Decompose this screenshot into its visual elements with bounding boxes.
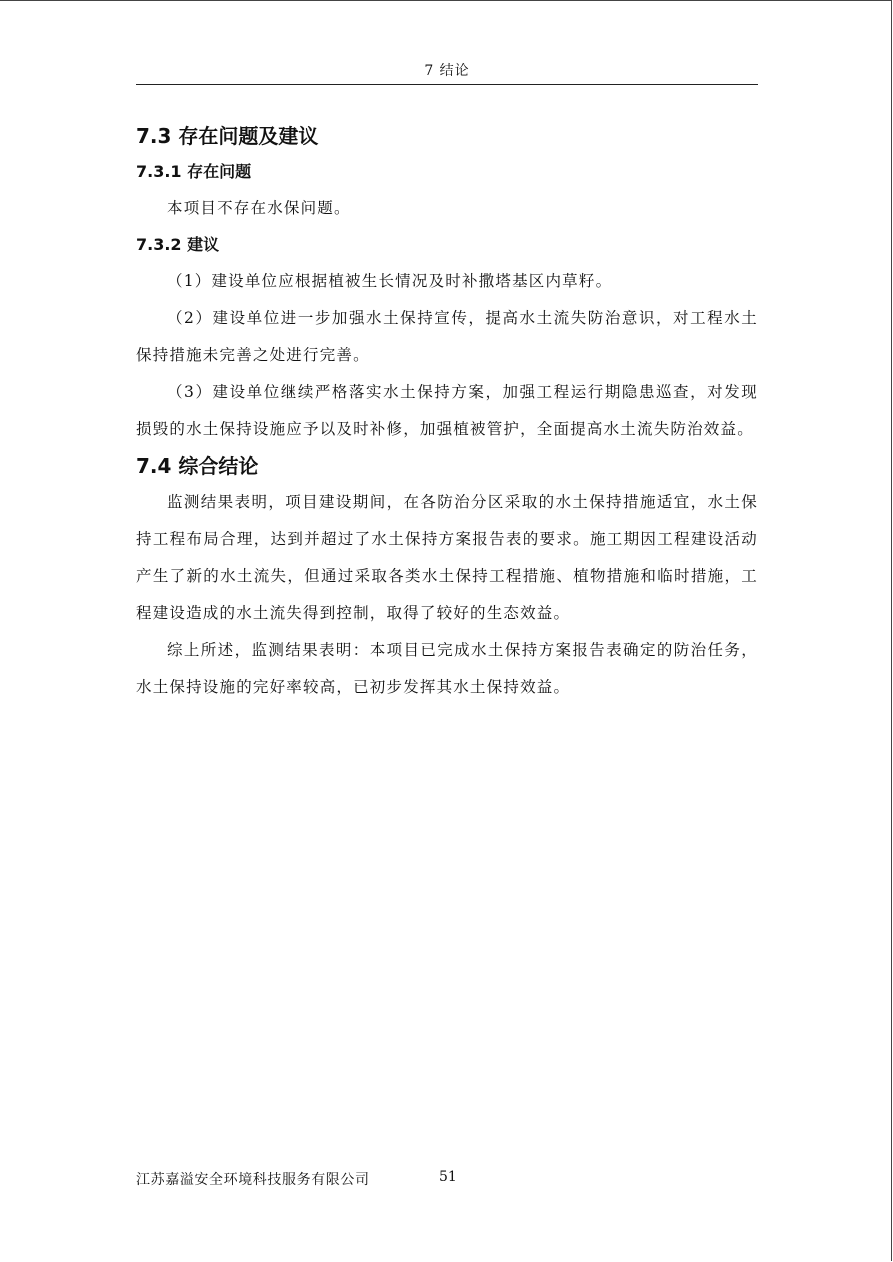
- paragraph: （2）建设单位进一步加强水土保持宣传，提高水土流失防治意识，对工程水土保持措施未完善之处进行完善。: [136, 309, 758, 364]
- paragraph: 综上所述，监测结果表明：本项目已完成水土保持方案报告表确定的防治任务，水土保持设施的完好率较高，已初步发挥其水土保持效益。: [136, 641, 758, 696]
- paragraph: （1）建设单位应根据植被生长情况及时补撒塔基区内草籽。: [167, 272, 613, 290]
- paragraph: （3）建设单位继续严格落实水土保持方案，加强工程运行期隐患巡查，对发现损毁的水土保持设施应予以及时补修，加强植被管护，全面提高水土流失防治效益。: [136, 383, 758, 438]
- company-footer: 江苏嘉溢安全环境科技服务有限公司: [136, 1172, 370, 1188]
- paragraph: 本项目不存在水保问题。: [167, 199, 351, 217]
- section-7-3-2-heading: 7.3.2 建议: [136, 235, 220, 254]
- section-7-3-heading: 7.3 存在问题及建议: [136, 124, 319, 148]
- paragraph: 监测结果表明，项目建设期间，在各防治分区采取的水土保持措施适宜，水土保持工程布局合理，达到并超过了水土保持方案报告表的要求。施工期因工程建设活动产生了新的水土流失，但通过采取各类水土保持工程措施、植物措施和临时措施，工程建设造成的水土流失得到控制，取得了较好的生态效益。: [136, 493, 758, 622]
- page-number: 51: [439, 1169, 457, 1185]
- document-body: [136, 118, 758, 706]
- section-7-3-1-heading: 7.3.1 存在问题: [136, 162, 252, 181]
- running-header: 7 结论: [136, 60, 758, 85]
- section-7-4-heading: 7.4 综合结论: [136, 454, 259, 478]
